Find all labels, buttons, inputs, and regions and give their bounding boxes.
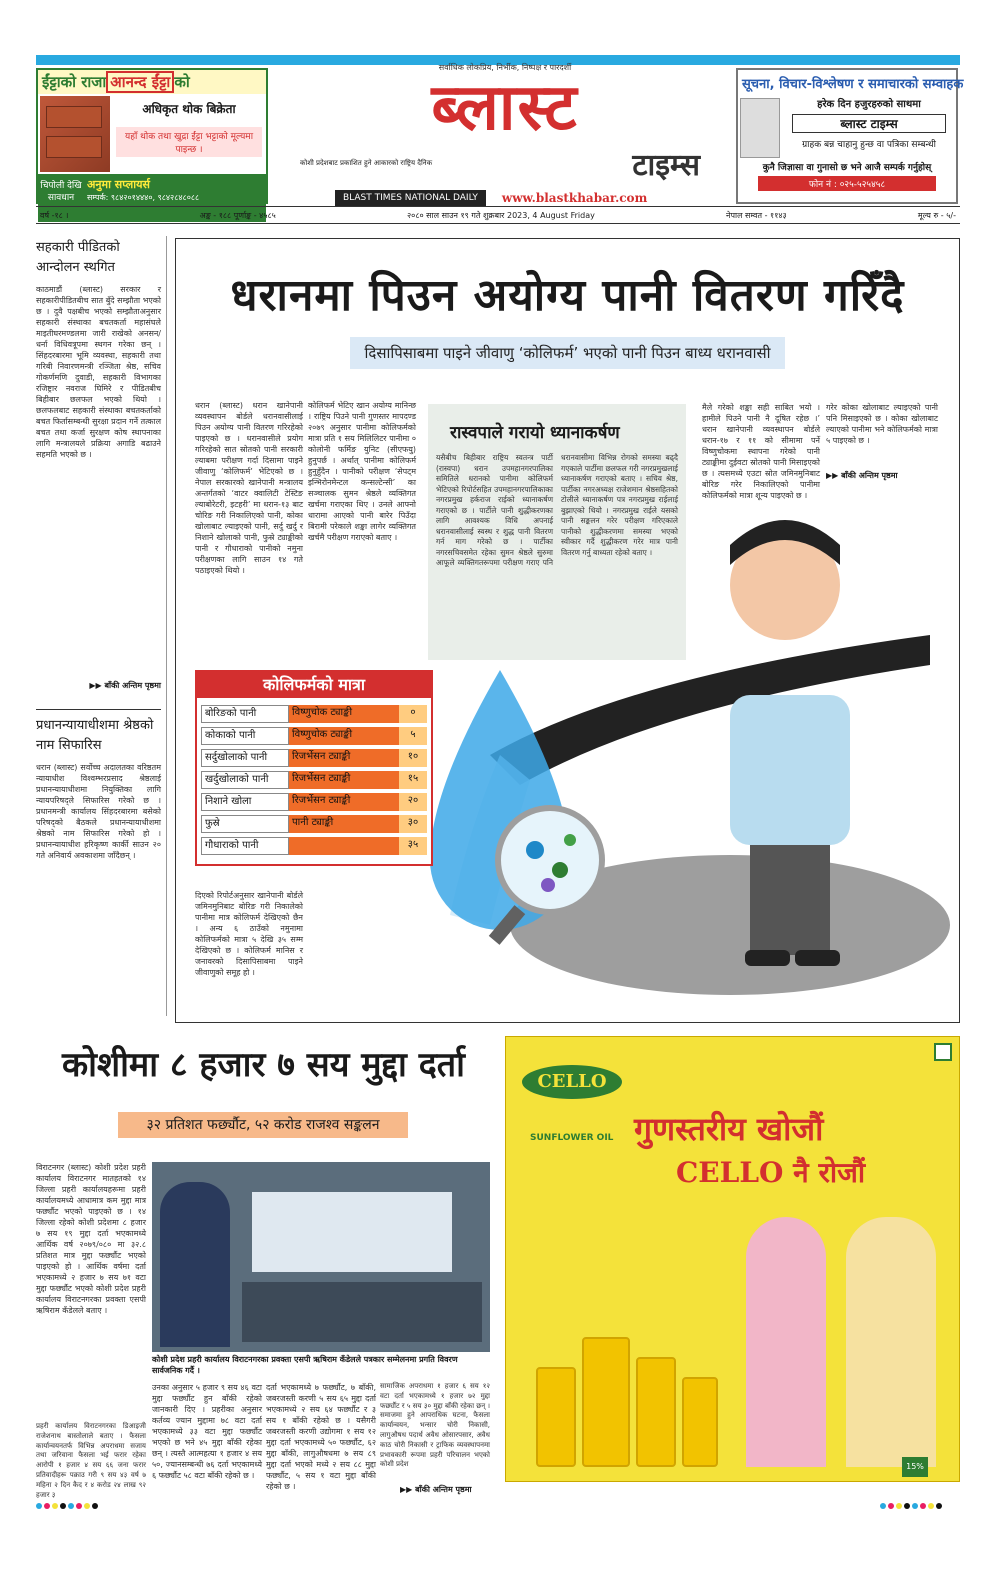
coliform-source: गौधाराको पानी bbox=[201, 837, 289, 855]
lead-after-table-text: दिएको रिपोर्टअनुसार खानेपानी बोर्डले जमिनमुनिबाट बोरिङ गरी निकालेको पानीमा मात्र कोलिफर्म देखिएको छैन । अन्य ६ ठाउँको नमुनामा कोलिफर्मको मात्रा ५ देखि ३५ सम्म देखिएको छ । कोलिफर्म मानिस र जनावरको दिसापिसाबमा पाइने जीवाणुको समूह हो । bbox=[195, 891, 303, 977]
coliform-tank: रिजर्भेसन ट्याङ्की bbox=[289, 771, 399, 789]
coliform-source: बोरिङको पानी bbox=[201, 705, 289, 723]
lead-column-right-2: गरेर कोका खोलाबाट ल्याइएको पानी पनि मिसाइएको छ । कोका खोलाबाट ल्याएको पानीमा भने कोलिफर्मको मात्रा ५ पाइएको छ । bbox=[826, 403, 938, 445]
sidebar-story2-body: धरान (ब्लास्ट) सर्वोच्च अदालतका वरिष्ठतम न्यायाधीश विश्वम्भरप्रसाद श्रेष्ठलाई प्रधानन्यायाधीशमा नियुक्तिका लागि न्यायपरिषद्ले सिफारिस गरेको छ । प्रधानमन्त्री कार्यालय सिंहदरबारमा बसेको परिषद्को बैठकले प्रधानन्यायाधीशमा श्रेष्ठको नाम सिफारिस गरेको हो । प्रधानन्यायाधीश हरिकृष्ण कार्की साउन २० गते अनिवार्य अवकाशमा जाँदैछन् । bbox=[36, 763, 161, 860]
second-column-2: उनका अनुसार ५ हजार ९ सय ४६ वटा मुद्दा फर्छ्यौट हुन बाँकी रहेको जानकारी दिए । प्रहरीका अनुसार कर्तव्य ज्यान मुद्दामा ७८ वटा दर्ता भएकामध्ये ३३ वटा मुद्दा फर्छ्यौट भएको छ भने ४५ मुद्दा बाँकी रहेका छन् । त्यस्तै आत्महत्या १ हजार ४ सय ५०, ज्यानसम्बन्धी ७६ दर्ता भएकामध्ये ६ फर्छ्यौट ५८ वटा बाँकी रहेको छ । bbox=[152, 1383, 262, 1480]
cello-logo: CELLO bbox=[522, 1065, 622, 1099]
brick-advertisement bbox=[36, 68, 268, 204]
coliform-row bbox=[201, 704, 427, 724]
coliform-value: १५ bbox=[399, 771, 427, 789]
cello-slogan1: गुणस्तरीय खोजौं bbox=[634, 1110, 824, 1148]
coliform-tank: विष्णुचोक ट्याङ्की bbox=[289, 727, 399, 745]
coliform-value: २० bbox=[399, 793, 427, 811]
second-headline[interactable]: कोशीमा ८ हजार ७ सय मुद्दा दर्ता bbox=[62, 1045, 465, 1085]
coliform-row bbox=[201, 792, 427, 812]
issue-nepal-sambat: नेपाल सम्वत - ११४३ bbox=[726, 210, 787, 220]
sub-ad-paper: ब्लास्ट टाइम्स bbox=[792, 114, 946, 133]
coliform-source: निशाने खोला bbox=[201, 793, 289, 811]
coliform-value: ५ bbox=[399, 727, 427, 745]
coliform-value: ३० bbox=[399, 815, 427, 833]
coliform-rows bbox=[197, 698, 431, 856]
coliform-value: १० bbox=[399, 749, 427, 767]
masthead-english-name: BLAST TIMES NATIONAL DAILY bbox=[335, 190, 486, 206]
ad-title-part3: को bbox=[174, 73, 190, 91]
cello-advertisement bbox=[505, 1036, 960, 1482]
cello-slogan2: नै रोजौं bbox=[793, 1156, 866, 1189]
coliform-value: ० bbox=[399, 705, 427, 723]
second-more-label: बाँकी अन्तिम पृष्ठमा bbox=[415, 1485, 472, 1494]
masthead-tagline: सर्वाधिक लोकप्रिय, निर्भीक, निष्पक्ष र पारदर्शी bbox=[438, 63, 572, 72]
issue-number: अङ्क - १८८ पूर्णाङ्क - ४५८५ bbox=[199, 210, 276, 220]
second-deck: ३२ प्रतिशत फर्छ्यौट, ५२ करोड राजश्व सङ्कलन bbox=[118, 1112, 408, 1138]
coliform-value: ३५ bbox=[399, 837, 427, 855]
coliform-source: सर्दुखोलाको पानी bbox=[201, 749, 289, 767]
color-registration-dots-right bbox=[880, 1494, 944, 1513]
masthead-logo-sub: टाइम्स bbox=[632, 148, 700, 183]
coliform-row bbox=[201, 836, 427, 856]
cello-product: SUNFLOWER OIL bbox=[530, 1133, 614, 1143]
second-column-3: दर्ता भएकामध्ये ७ फर्छ्यौट, ७ बाँकी, जबरजस्ती करणी ५ सय ६५ मुद्दा दर्ता भएकामध्ये २ सय ६४ फर्छ्यौट र ३ सय १ बाँकी रहेको छ । यसैगरी जबरजस्ती करणी उद्योगमा १ सय १२ मुद्दा दर्ता भएकामध्ये ५० फर्छ्यौट, ६२ मुद्दा बाँकी, लागुऔषधमा ७ सय ८९ मुद्दा दर्ता भएको मध्ये २ सय ८८ मुद्दा फर्छ्यौट, ५ सय १ वटा मुद्दा बाँकी रहेको छ । bbox=[266, 1383, 376, 1491]
coliform-row bbox=[201, 770, 427, 790]
ad-note: यहाँ थोक तथा खुद्रा ईंट्टा भट्टाको मूल्यमा पाइन्छ । bbox=[116, 127, 262, 157]
coliform-source: फुस्रे bbox=[201, 815, 289, 833]
lead-deck: दिसापिसाबमा पाइने जीवाणु ‘कोलिफर्म’ भएको पानी पिउन बाध्य धरानवासी bbox=[350, 337, 784, 369]
coliform-tank bbox=[289, 837, 399, 855]
press-conference-photo bbox=[152, 1162, 490, 1352]
photo-caption: कोशी प्रदेश प्रहरी कार्यालय विराटनगरका प्रवक्ता एसपी ऋषिराम कँडेलले पत्रकार सम्मेलनमा प्रगति विवरण सार्वजनिक गर्दै । bbox=[152, 1355, 458, 1375]
masthead-subline: कोशी प्रदेशबाट प्रकाशित हुने आकारको राष्ट्रिय दैनिक bbox=[300, 159, 433, 167]
man-shirt bbox=[730, 695, 850, 845]
second-column-5: प्रहरी कार्यालय विराटनगरका डिआइजी राजेशनाथ बास्तोलाले बताए । फैसला कार्यान्वयनतर्फ विभिन्न अपराधमा सजाय तथा जरिवाना फैसला भई फरार रहेका आरोपी १ हजार ४ सय ६६ जना फरार प्रतिवादीहरू पक्राउ गरी ९ सय ४३ वर्ष ७ महिना २ दिन कैद र ४ करोड २४ लाख ९२ हजार ३ bbox=[36, 1422, 146, 1499]
magnifier-icon bbox=[498, 808, 602, 912]
sub-ad-line1: हरेक दिन हजुरहरुको साथमा bbox=[817, 99, 921, 110]
lead-column-2: कोलिफर्म भेटिए खान अयोग्य मानिन्छ । राष्ट्रिय पिउने पानी गुणस्तर मापदण्ड २०७९ अनुसार पानीमा कोलिफर्मको मात्रा प्रति १ सय मिलिलिटर पानीमा ० कोलोनी फर्मिङ युनिट (सीएफयु) हुनुपर्छ । अर्थात् पानीमा कोलिफर्म हुनुहुँदैन । पानीको परीक्षण ‘सेपट्म इन्भिरोनमेन्टल कन्सल्टेन्सी’ का सञ्चालक सुमन श्रेष्ठले व्यक्तिगत खर्चमा गराएका थिए । उनले आफ्नो धारामा आएको पानी बारेर पिउँदा बिरामी परेकाले शङ्का लागेर व्यक्तिगत खर्चमै परीक्षण गराएको बताए । bbox=[308, 401, 416, 542]
sub-ad-banner: सूचना, विचार-विश्लेषण र समाचारको सम्वाहक bbox=[742, 77, 964, 92]
cello-badge: 15% bbox=[902, 1457, 928, 1477]
newspaper-icon bbox=[740, 98, 780, 158]
model-woman-1 bbox=[746, 1217, 826, 1467]
sidebar-story1-title[interactable]: सहकारी पीडितको आन्दोलन स्थगित bbox=[36, 240, 120, 275]
second-more-link[interactable]: ▶▶ बाँकी अन्तिम पृष्ठमा bbox=[400, 1485, 472, 1494]
model-woman-2 bbox=[846, 1217, 936, 1467]
ad-phones: सम्पर्क: ९८४२०१४४४०, ९८४२८४८०८८ bbox=[87, 193, 200, 202]
ad-badge: चिपोली देखि सावधान bbox=[38, 174, 84, 222]
coliform-row bbox=[201, 748, 427, 768]
issue-year: वर्ष -१८ । bbox=[40, 210, 69, 220]
sidebar-story1-body: काठमाडौं (ब्लास्ट) सरकार र सहकारीपीडितबीच सात बुँदे सम्झौता भएको छ । दुवै पक्षबीच भएको सम्झौताअनुसार सहकारी संस्थाका बचतकर्ता महासंघले माइतीघरमण्डलमा जारी राखेको अनसन/धर्ना विधिवत्रूपमा स्थगन गरेका छन् । सिंहदरबारमा भूमि व्यवस्था, सहकारी तथा गरिबी निवारणमन्त्री रञ्जिता श्रेष्ठ, सचिव गोकर्णमणि दुवाडी, सहकारी विभागका रजिष्ट्रार नवराज घिमिरे र पीडितबीच बिहीबार छलफल भएको थियो । छलफलबाट सहकारी संस्थाका बचतकर्ताको बचत फिर्तासम्बन्धी सुरक्षा प्रदान गर्ने तत्काल बचत तथा कर्जा सुरक्षण कोष स्थापनाका लागि मन्त्रालयले प्रक्रिया अगाडि बढाउने सहमति भएको छ । bbox=[36, 285, 161, 459]
ad-subtitle: अधिकृत थोक बिक्रेता bbox=[142, 102, 236, 116]
sidebox-title[interactable]: रास्वपाले गरायो ध्यानाकर्षण bbox=[450, 423, 620, 443]
lead-headline[interactable]: धरानमा पिउन अयोग्य पानी वितरण गरिँदै bbox=[230, 270, 905, 321]
sub-ad-line3: कुनै जिज्ञासा वा गुनासो छ भने आजै सम्पर्क गर्नुहोस् bbox=[762, 163, 932, 173]
coliform-table-title: कोलिफर्मको मात्रा bbox=[197, 672, 431, 698]
ad-title-part1: ईंट्टाको राजा bbox=[42, 73, 107, 91]
sidebox-body: यसैबीच बिहीबार राष्ट्रिय स्वतन्त्र पार्टी (रास्वपा) धरान उपमहानगरपालिका समितिले धरानको पानीमा कोलिफर्म भेटिएको रिपोर्टसहित उपमहानगरपालिकाका नगरप्रमुख हर्कराज राईको ध्यानाकर्षण गराएको छ । पार्टीले पानी शुद्धीकरणका लागि आवश्यक विधि अपनाई धरानवासीलाई स्वस्थ र शुद्ध पानी वितरण गर्न माग गरेको छ । पार्टीका नगरसचिवसमेत रहेका सुमन श्रेष्ठले सुरुमा आफूले व्यक्तिगतरूपमा परीक्षण गराए पनि धरानवासीमा विभिन्न रोगको समस्या बढ्दै गएकाले पार्टीमा छलफल गरी नगरप्रमुखलाई ध्यानाकर्षण गराएको बताए । सचिव श्रेष्ठ, पार्टीका नगरअध्यक्ष राजेशमान श्रेष्ठसहितको टोलीले ध्यानाकर्षण पत्र नगरप्रमुख राईलाई बुझाएको थियो । नगरप्रमुख राईले यसको पानी सङ्कलन गरेर परीक्षण गरिएकाले पानीको शुद्धीकरणमा समस्या भएको स्वीकार गर्दै शुद्धीकरण गरेर मात्र पानी वितरण गर्नु बाध्यता रहेको बताए । bbox=[436, 453, 678, 567]
coliform-tank: रिजर्भेसन ट्याङ्की bbox=[289, 749, 399, 767]
oil-bottles bbox=[536, 1327, 736, 1467]
coliform-table bbox=[195, 670, 433, 866]
lead-column-1: धरान (ब्लास्ट) धरान खानेपानी व्यवस्थापन बोर्डले धरानवासीलाई पिउन अयोग्य पानी वितरण गरिरहेको पाइएको छ । धरानवासीले प्रयोग गरिरहेको सात स्रोतको पानी सरकारी ल्याबमा परीक्षण गर्दा दिसामा पाइने जीवाणु ‘कोलिफर्म’ भेटिएको छ । नेपाल सरकारको खानेपानी मन्त्रालय अन्तर्गतको ‘वाटर क्वालिटी टेस्टिङ ल्याबोरेटरी, इटहरी’ मा धरान-१३ बाट चोरिङ गरी निकालिएको पानी, कोका खोलाबाट ल्याइएको पानी, सर्दु खर्दु र निशाने खोलाको पानी, फुस्रे ट्याङ्कीको पानी र गौधाराको पानीको नमुना परीक्षणका लागि साउन १४ गते पठाइएको थियो । bbox=[195, 401, 303, 575]
issue-price: मूल्य रु - ५/- bbox=[917, 210, 956, 220]
issue-info-strip bbox=[36, 206, 960, 224]
coliform-tank: रिजर्भेसन ट्याङ्की bbox=[289, 793, 399, 811]
sub-ad-line2: ग्राहक बन्न चाहानु हुन्छ वा पत्रिका सम्बन्धी bbox=[802, 140, 936, 150]
masthead-website[interactable]: www.blastkhabar.com bbox=[501, 191, 648, 205]
left-sidebar bbox=[36, 238, 161, 1018]
masthead-logo: ब्लास्ट bbox=[431, 71, 579, 145]
man-trousers bbox=[750, 845, 830, 955]
veg-mark-icon bbox=[934, 1043, 952, 1061]
ad-title-brand: आनन्द ईंट्टा bbox=[106, 71, 174, 93]
cello-slogan-brand: CELLO bbox=[676, 1156, 784, 1189]
coliform-source: खर्दुखोलाको पानी bbox=[201, 771, 289, 789]
lead-more-link[interactable]: ▶▶ बाँकी अन्तिम पृष्ठमा bbox=[826, 471, 898, 480]
coliform-tank: पानी ट्याङ्की bbox=[289, 815, 399, 833]
issue-date: २०८० साल साउन १९ गते शुक्रबार 2023, 4 August Friday bbox=[407, 210, 595, 220]
second-column-4: सामाजिक अपराधमा १ हजार ६ सय १२ वटा दर्ता भएकामध्ये १ हजार ७२ मुद्दा फर्छ्यौट र ५ सय ३० मुद्दा बाँकी रहेका छन् । समाजमा हुने आपराधिक घटना, फैसला कार्यान्वयन, भन्सार चोरी निकासी, लागुऔषध पदार्थ अवैध ओसारपसार, अवैध काठ चोरी निकासी र ट्राफिक व्यवस्थापनमा प्रभावकारी रूपमा प्रहरी परिचालन भएको कोशी प्रदेश bbox=[380, 1382, 490, 1469]
coliform-row bbox=[201, 726, 427, 746]
subscription-advertisement bbox=[736, 68, 964, 204]
coliform-tank: विष्णुचोक ट्याङ्की bbox=[289, 705, 399, 723]
lead-more-label: बाँकी अन्तिम पृष्ठमा bbox=[841, 471, 898, 480]
coliform-row bbox=[201, 814, 427, 834]
coliform-source: कोकाको पानी bbox=[201, 727, 289, 745]
sidebar-more-link[interactable]: ▶▶ बाँकी अन्तिम पृष्ठमा bbox=[89, 681, 161, 690]
second-column-1: विराटनगर (ब्लास्ट) कोशी प्रदेश प्रहरी कार्यालय विराटनगर मातहतको १४ जिल्ला प्रहरी कार्यालयहरूमा प्रहरी कार्यालयमध्ये आधामात्र कम मुद्दा मात्र फर्छ्यौट भएको पाइएको छ । १४ जिल्ला रहेको कोशी प्रदेशमा ८ हजार ७ सय १९ मुद्दा दर्ता भएकामध्ये आर्थिक वर्ष २०७९/०८० मा ३२.८ प्रतिशत मात्र मुद्दा फर्छ्यौट भएको पाइएको हो । आर्थिक वर्षमा दर्ता भएकामध्ये २ हजार ७ सय ७१ वटा मुद्दा फर्छ्यौट भएको कोशी प्रदेश प्रहरी कार्यालय विराटनगरका प्रवक्ता एसपी ऋषिराम कँडेलले बताए । bbox=[36, 1163, 146, 1315]
lead-column-right-1: मैले गरेको शङ्का सही साबित भयो । हामीले पिउने पानी नै दूषित रहेछ ।’ धरान खानेपानी व्यवस्थापन बोर्डले धरान-१७ र ११ को सीमामा पर्ने विष्णुचोकमा स्थापना गरेको पानी ट्याङ्कीमा दुईवटा स्रोतको पानी मिसाइएको छ । त्यसमध्ये एउटा स्रोत जमिनमुनिबाट बोरिङ गरेर निकालिएको पानीमा कोलिफर्मको मात्रा शून्य पाइएको छ । bbox=[702, 403, 820, 500]
water-drop-illustration bbox=[420, 660, 620, 950]
sub-ad-phone: फोन नं : ०२५-५२५४५८ bbox=[758, 176, 936, 191]
ad-supplier: अनुमा सप्लायर्स bbox=[87, 178, 150, 191]
sidebar-story2-title[interactable]: प्रधानन्यायाधीशमा श्रेष्ठको नाम सिफारिस bbox=[36, 709, 161, 756]
brick-image bbox=[40, 96, 110, 172]
sidebar-more-label: बाँकी अन्तिम पृष्ठमा bbox=[104, 681, 161, 690]
masthead bbox=[300, 62, 710, 207]
